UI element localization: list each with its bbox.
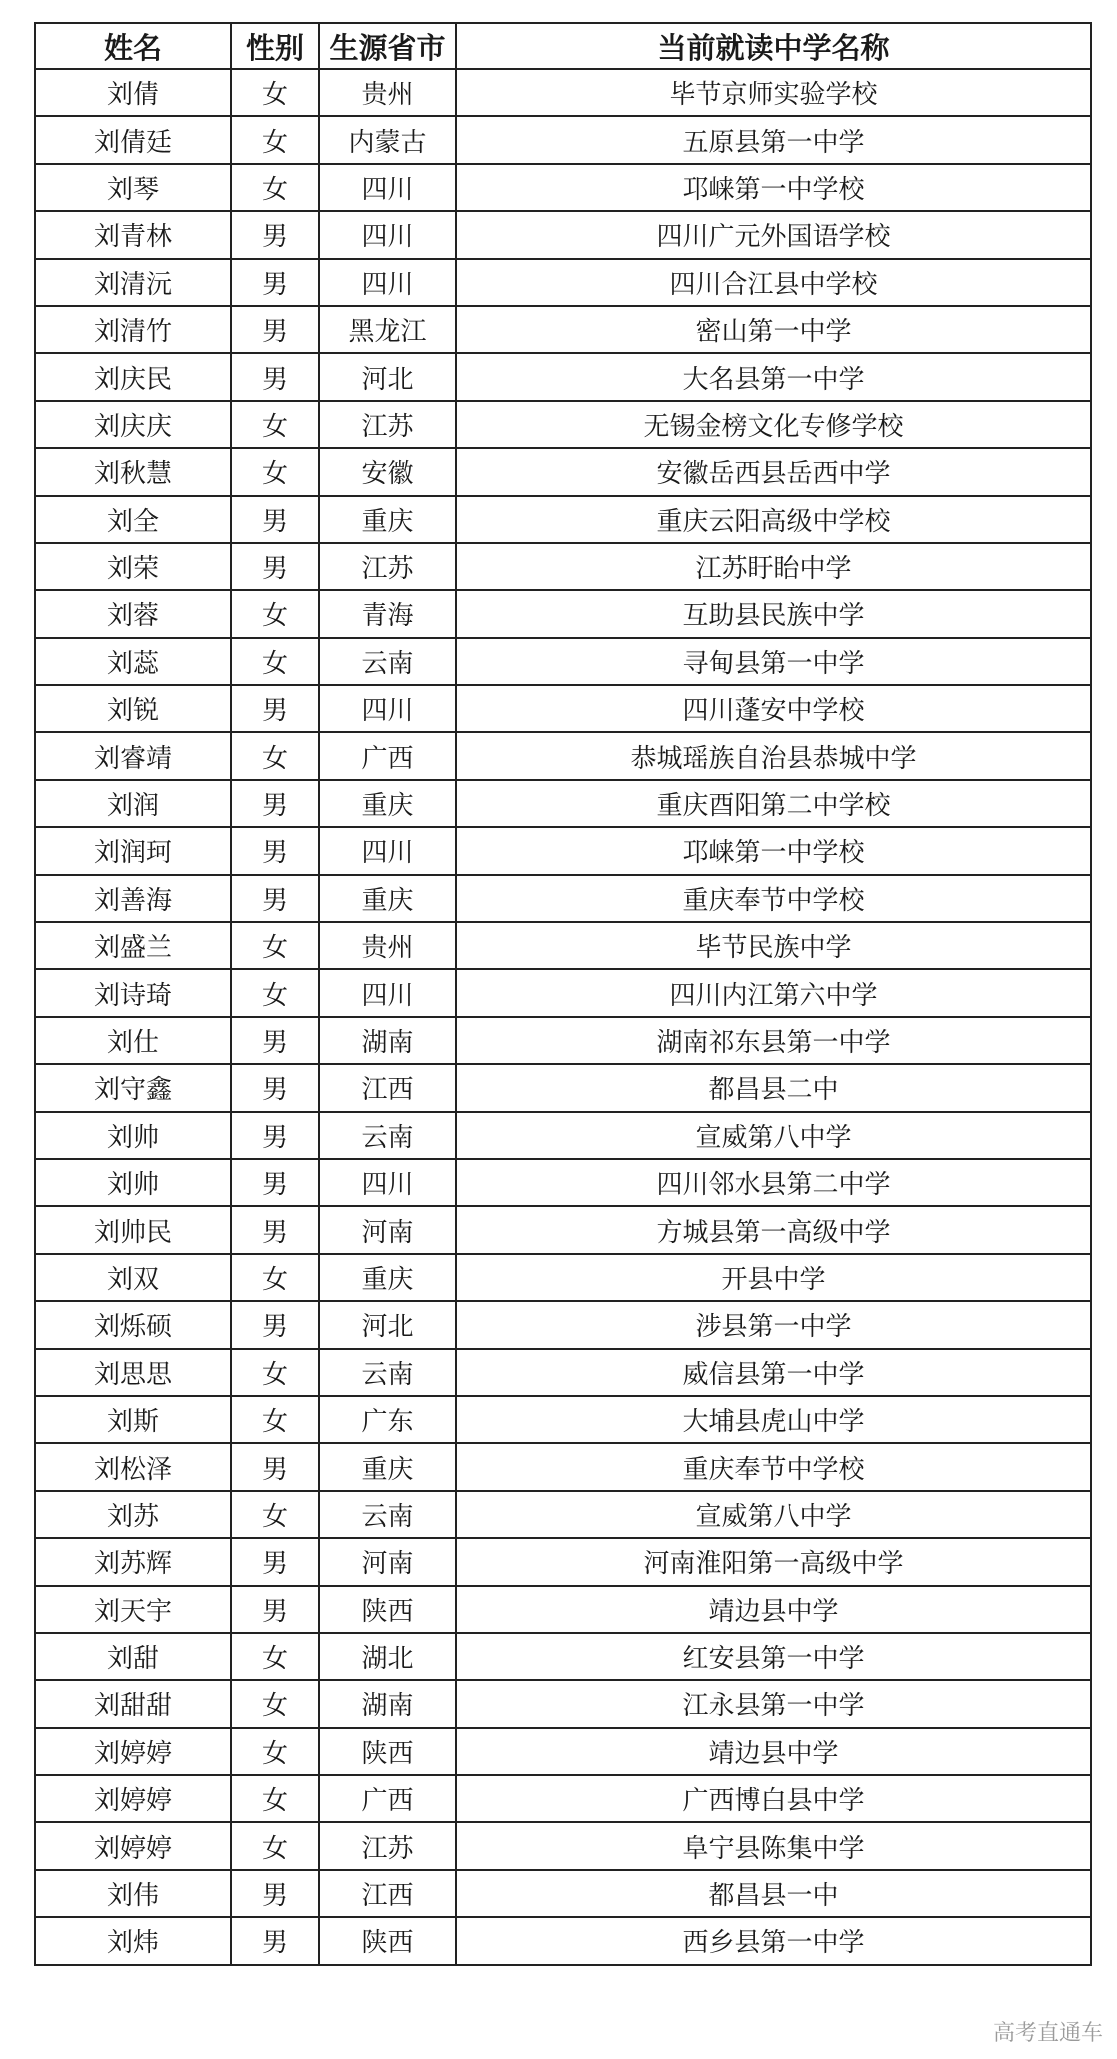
cell-school: 安徽岳西县岳西中学 (456, 448, 1091, 495)
table-row (35, 780, 1091, 827)
cell-province: 云南 (319, 638, 456, 685)
table-row (35, 496, 1091, 543)
table-row (35, 1917, 1091, 1964)
table-row (35, 638, 1091, 685)
cell-gender: 女 (231, 969, 319, 1016)
table-row (35, 448, 1091, 495)
cell-province: 贵州 (319, 922, 456, 969)
table-row (35, 1206, 1091, 1253)
cell-name: 刘秋慧 (35, 448, 231, 495)
cell-school: 江苏盱眙中学 (456, 543, 1091, 590)
cell-school: 重庆奉节中学校 (456, 875, 1091, 922)
cell-province: 重庆 (319, 496, 456, 543)
cell-gender: 男 (231, 306, 319, 353)
cell-province: 陕西 (319, 1917, 456, 1964)
cell-school: 重庆奉节中学校 (456, 1443, 1091, 1490)
cell-province: 重庆 (319, 1443, 456, 1490)
cell-name: 刘睿靖 (35, 732, 231, 779)
cell-gender: 男 (231, 685, 319, 732)
cell-school: 无锡金榜文化专修学校 (456, 401, 1091, 448)
cell-gender: 女 (231, 1728, 319, 1775)
cell-name: 刘帅 (35, 1112, 231, 1159)
cell-name: 刘倩 (35, 69, 231, 116)
cell-name: 刘伟 (35, 1870, 231, 1917)
cell-gender: 女 (231, 448, 319, 495)
cell-name: 刘诗琦 (35, 969, 231, 1016)
cell-school: 密山第一中学 (456, 306, 1091, 353)
cell-province: 湖南 (319, 1017, 456, 1064)
table-row (35, 211, 1091, 258)
cell-name: 刘甜 (35, 1633, 231, 1680)
cell-school: 邛崃第一中学校 (456, 164, 1091, 211)
cell-name: 刘荣 (35, 543, 231, 590)
table-row (35, 1586, 1091, 1633)
header-name: 姓名 (35, 23, 231, 69)
cell-name: 刘锐 (35, 685, 231, 732)
cell-province: 湖北 (319, 1633, 456, 1680)
table-row (35, 1112, 1091, 1159)
cell-province: 河南 (319, 1538, 456, 1585)
cell-province: 江苏 (319, 543, 456, 590)
cell-province: 四川 (319, 827, 456, 874)
cell-province: 安徽 (319, 448, 456, 495)
table-row (35, 543, 1091, 590)
cell-gender: 男 (231, 1917, 319, 1964)
cell-name: 刘琴 (35, 164, 231, 211)
cell-name: 刘润珂 (35, 827, 231, 874)
cell-province: 云南 (319, 1349, 456, 1396)
table-row (35, 1254, 1091, 1301)
cell-province: 四川 (319, 685, 456, 732)
cell-school: 宣威第八中学 (456, 1112, 1091, 1159)
cell-school: 河南淮阳第一高级中学 (456, 1538, 1091, 1585)
cell-gender: 男 (231, 1443, 319, 1490)
cell-name: 刘善海 (35, 875, 231, 922)
cell-name: 刘蕊 (35, 638, 231, 685)
table-row (35, 259, 1091, 306)
cell-school: 阜宁县陈集中学 (456, 1822, 1091, 1869)
table-row (35, 590, 1091, 637)
cell-school: 四川合江县中学校 (456, 259, 1091, 306)
cell-gender: 男 (231, 259, 319, 306)
cell-school: 重庆云阳高级中学校 (456, 496, 1091, 543)
cell-name: 刘倩廷 (35, 116, 231, 163)
cell-gender: 女 (231, 1633, 319, 1680)
table-row (35, 1633, 1091, 1680)
table-row (35, 164, 1091, 211)
table-row (35, 1728, 1091, 1775)
cell-gender: 女 (231, 1680, 319, 1727)
cell-province: 贵州 (319, 69, 456, 116)
cell-school: 四川广元外国语学校 (456, 211, 1091, 258)
cell-province: 广东 (319, 1396, 456, 1443)
cell-province: 黑龙江 (319, 306, 456, 353)
cell-name: 刘清沅 (35, 259, 231, 306)
cell-province: 江西 (319, 1870, 456, 1917)
cell-school: 红安县第一中学 (456, 1633, 1091, 1680)
header-school: 当前就读中学名称 (456, 23, 1091, 69)
cell-school: 都昌县一中 (456, 1870, 1091, 1917)
table-row (35, 1017, 1091, 1064)
cell-school: 恭城瑶族自治县恭城中学 (456, 732, 1091, 779)
table-row (35, 685, 1091, 732)
cell-name: 刘帅 (35, 1159, 231, 1206)
cell-gender: 男 (231, 1870, 319, 1917)
cell-school: 互助县民族中学 (456, 590, 1091, 637)
cell-school: 开县中学 (456, 1254, 1091, 1301)
table-row (35, 353, 1091, 400)
cell-school: 毕节京师实验学校 (456, 69, 1091, 116)
cell-gender: 男 (231, 353, 319, 400)
cell-gender: 男 (231, 827, 319, 874)
cell-gender: 男 (231, 1159, 319, 1206)
cell-name: 刘烁硕 (35, 1301, 231, 1348)
cell-province: 重庆 (319, 1254, 456, 1301)
cell-name: 刘全 (35, 496, 231, 543)
cell-name: 刘盛兰 (35, 922, 231, 969)
cell-school: 大名县第一中学 (456, 353, 1091, 400)
cell-school: 五原县第一中学 (456, 116, 1091, 163)
cell-name: 刘婷婷 (35, 1822, 231, 1869)
cell-name: 刘苏 (35, 1491, 231, 1538)
header-province: 生源省市 (319, 23, 456, 69)
cell-name: 刘天宇 (35, 1586, 231, 1633)
cell-gender: 女 (231, 1396, 319, 1443)
cell-province: 江西 (319, 1064, 456, 1111)
student-table (34, 22, 1092, 1966)
cell-gender: 男 (231, 1301, 319, 1348)
cell-school: 湖南祁东县第一中学 (456, 1017, 1091, 1064)
cell-school: 方城县第一高级中学 (456, 1206, 1091, 1253)
cell-name: 刘清竹 (35, 306, 231, 353)
cell-gender: 男 (231, 1064, 319, 1111)
table-row (35, 1396, 1091, 1443)
watermark-text: 高考直通车 (992, 2021, 1103, 2046)
table-row (35, 969, 1091, 1016)
table-row (35, 1159, 1091, 1206)
cell-name: 刘婷婷 (35, 1728, 231, 1775)
cell-province: 重庆 (319, 875, 456, 922)
cell-name: 刘双 (35, 1254, 231, 1301)
cell-gender: 女 (231, 1349, 319, 1396)
cell-province: 云南 (319, 1112, 456, 1159)
table-row (35, 1443, 1091, 1490)
table-row (35, 1822, 1091, 1869)
table-row (35, 1064, 1091, 1111)
cell-gender: 女 (231, 1775, 319, 1822)
cell-gender: 女 (231, 732, 319, 779)
cell-name: 刘思思 (35, 1349, 231, 1396)
cell-gender: 女 (231, 1491, 319, 1538)
cell-school: 都昌县二中 (456, 1064, 1091, 1111)
table-row (35, 922, 1091, 969)
table-row (35, 875, 1091, 922)
cell-province: 河南 (319, 1206, 456, 1253)
table-row (35, 1349, 1091, 1396)
cell-gender: 男 (231, 496, 319, 543)
cell-school: 邛崃第一中学校 (456, 827, 1091, 874)
cell-gender: 女 (231, 922, 319, 969)
cell-gender: 女 (231, 401, 319, 448)
table-row (35, 1775, 1091, 1822)
cell-name: 刘蓉 (35, 590, 231, 637)
cell-name: 刘斯 (35, 1396, 231, 1443)
cell-gender: 男 (231, 1538, 319, 1585)
cell-gender: 女 (231, 1822, 319, 1869)
cell-gender: 男 (231, 875, 319, 922)
table-row (35, 1870, 1091, 1917)
cell-gender: 女 (231, 164, 319, 211)
cell-school: 靖边县中学 (456, 1728, 1091, 1775)
cell-gender: 男 (231, 780, 319, 827)
cell-province: 陕西 (319, 1728, 456, 1775)
table-row (35, 116, 1091, 163)
cell-province: 四川 (319, 1159, 456, 1206)
table-row (35, 1680, 1091, 1727)
cell-province: 云南 (319, 1491, 456, 1538)
cell-name: 刘守鑫 (35, 1064, 231, 1111)
cell-gender: 女 (231, 69, 319, 116)
cell-school: 靖边县中学 (456, 1586, 1091, 1633)
cell-school: 涉县第一中学 (456, 1301, 1091, 1348)
cell-province: 四川 (319, 259, 456, 306)
table-row (35, 69, 1091, 116)
cell-province: 内蒙古 (319, 116, 456, 163)
table-header-row (35, 23, 1091, 69)
cell-school: 毕节民族中学 (456, 922, 1091, 969)
cell-province: 广西 (319, 732, 456, 779)
cell-name: 刘炜 (35, 1917, 231, 1964)
cell-province: 广西 (319, 1775, 456, 1822)
cell-province: 陕西 (319, 1586, 456, 1633)
header-gender: 性别 (231, 23, 319, 69)
cell-name: 刘婷婷 (35, 1775, 231, 1822)
cell-name: 刘苏辉 (35, 1538, 231, 1585)
cell-school: 威信县第一中学 (456, 1349, 1091, 1396)
cell-gender: 男 (231, 1017, 319, 1064)
cell-school: 江永县第一中学 (456, 1680, 1091, 1727)
cell-name: 刘润 (35, 780, 231, 827)
cell-name: 刘甜甜 (35, 1680, 231, 1727)
cell-school: 寻甸县第一中学 (456, 638, 1091, 685)
cell-province: 青海 (319, 590, 456, 637)
cell-gender: 男 (231, 1586, 319, 1633)
cell-gender: 女 (231, 1254, 319, 1301)
cell-province: 四川 (319, 164, 456, 211)
cell-province: 河北 (319, 1301, 456, 1348)
cell-school: 重庆酉阳第二中学校 (456, 780, 1091, 827)
table-row (35, 1301, 1091, 1348)
table-row (35, 827, 1091, 874)
cell-name: 刘青林 (35, 211, 231, 258)
table-row (35, 1538, 1091, 1585)
cell-gender: 女 (231, 638, 319, 685)
table-row (35, 306, 1091, 353)
cell-gender: 女 (231, 116, 319, 163)
cell-name: 刘帅民 (35, 1206, 231, 1253)
cell-name: 刘庆庆 (35, 401, 231, 448)
cell-province: 江苏 (319, 401, 456, 448)
cell-province: 四川 (319, 211, 456, 258)
cell-name: 刘仕 (35, 1017, 231, 1064)
table-row (35, 732, 1091, 779)
cell-gender: 男 (231, 211, 319, 258)
cell-gender: 男 (231, 1206, 319, 1253)
cell-gender: 男 (231, 1112, 319, 1159)
table-row (35, 1491, 1091, 1538)
table-body (35, 69, 1091, 1965)
cell-name: 刘松泽 (35, 1443, 231, 1490)
cell-province: 四川 (319, 969, 456, 1016)
cell-school: 四川蓬安中学校 (456, 685, 1091, 732)
cell-school: 四川内江第六中学 (456, 969, 1091, 1016)
cell-school: 四川邻水县第二中学 (456, 1159, 1091, 1206)
cell-name: 刘庆民 (35, 353, 231, 400)
cell-school: 大埔县虎山中学 (456, 1396, 1091, 1443)
cell-province: 湖南 (319, 1680, 456, 1727)
cell-province: 河北 (319, 353, 456, 400)
cell-school: 宣威第八中学 (456, 1491, 1091, 1538)
cell-province: 江苏 (319, 1822, 456, 1869)
cell-province: 重庆 (319, 780, 456, 827)
cell-school: 广西博白县中学 (456, 1775, 1091, 1822)
cell-gender: 女 (231, 590, 319, 637)
cell-school: 西乡县第一中学 (456, 1917, 1091, 1964)
cell-gender: 男 (231, 543, 319, 590)
table-row (35, 401, 1091, 448)
